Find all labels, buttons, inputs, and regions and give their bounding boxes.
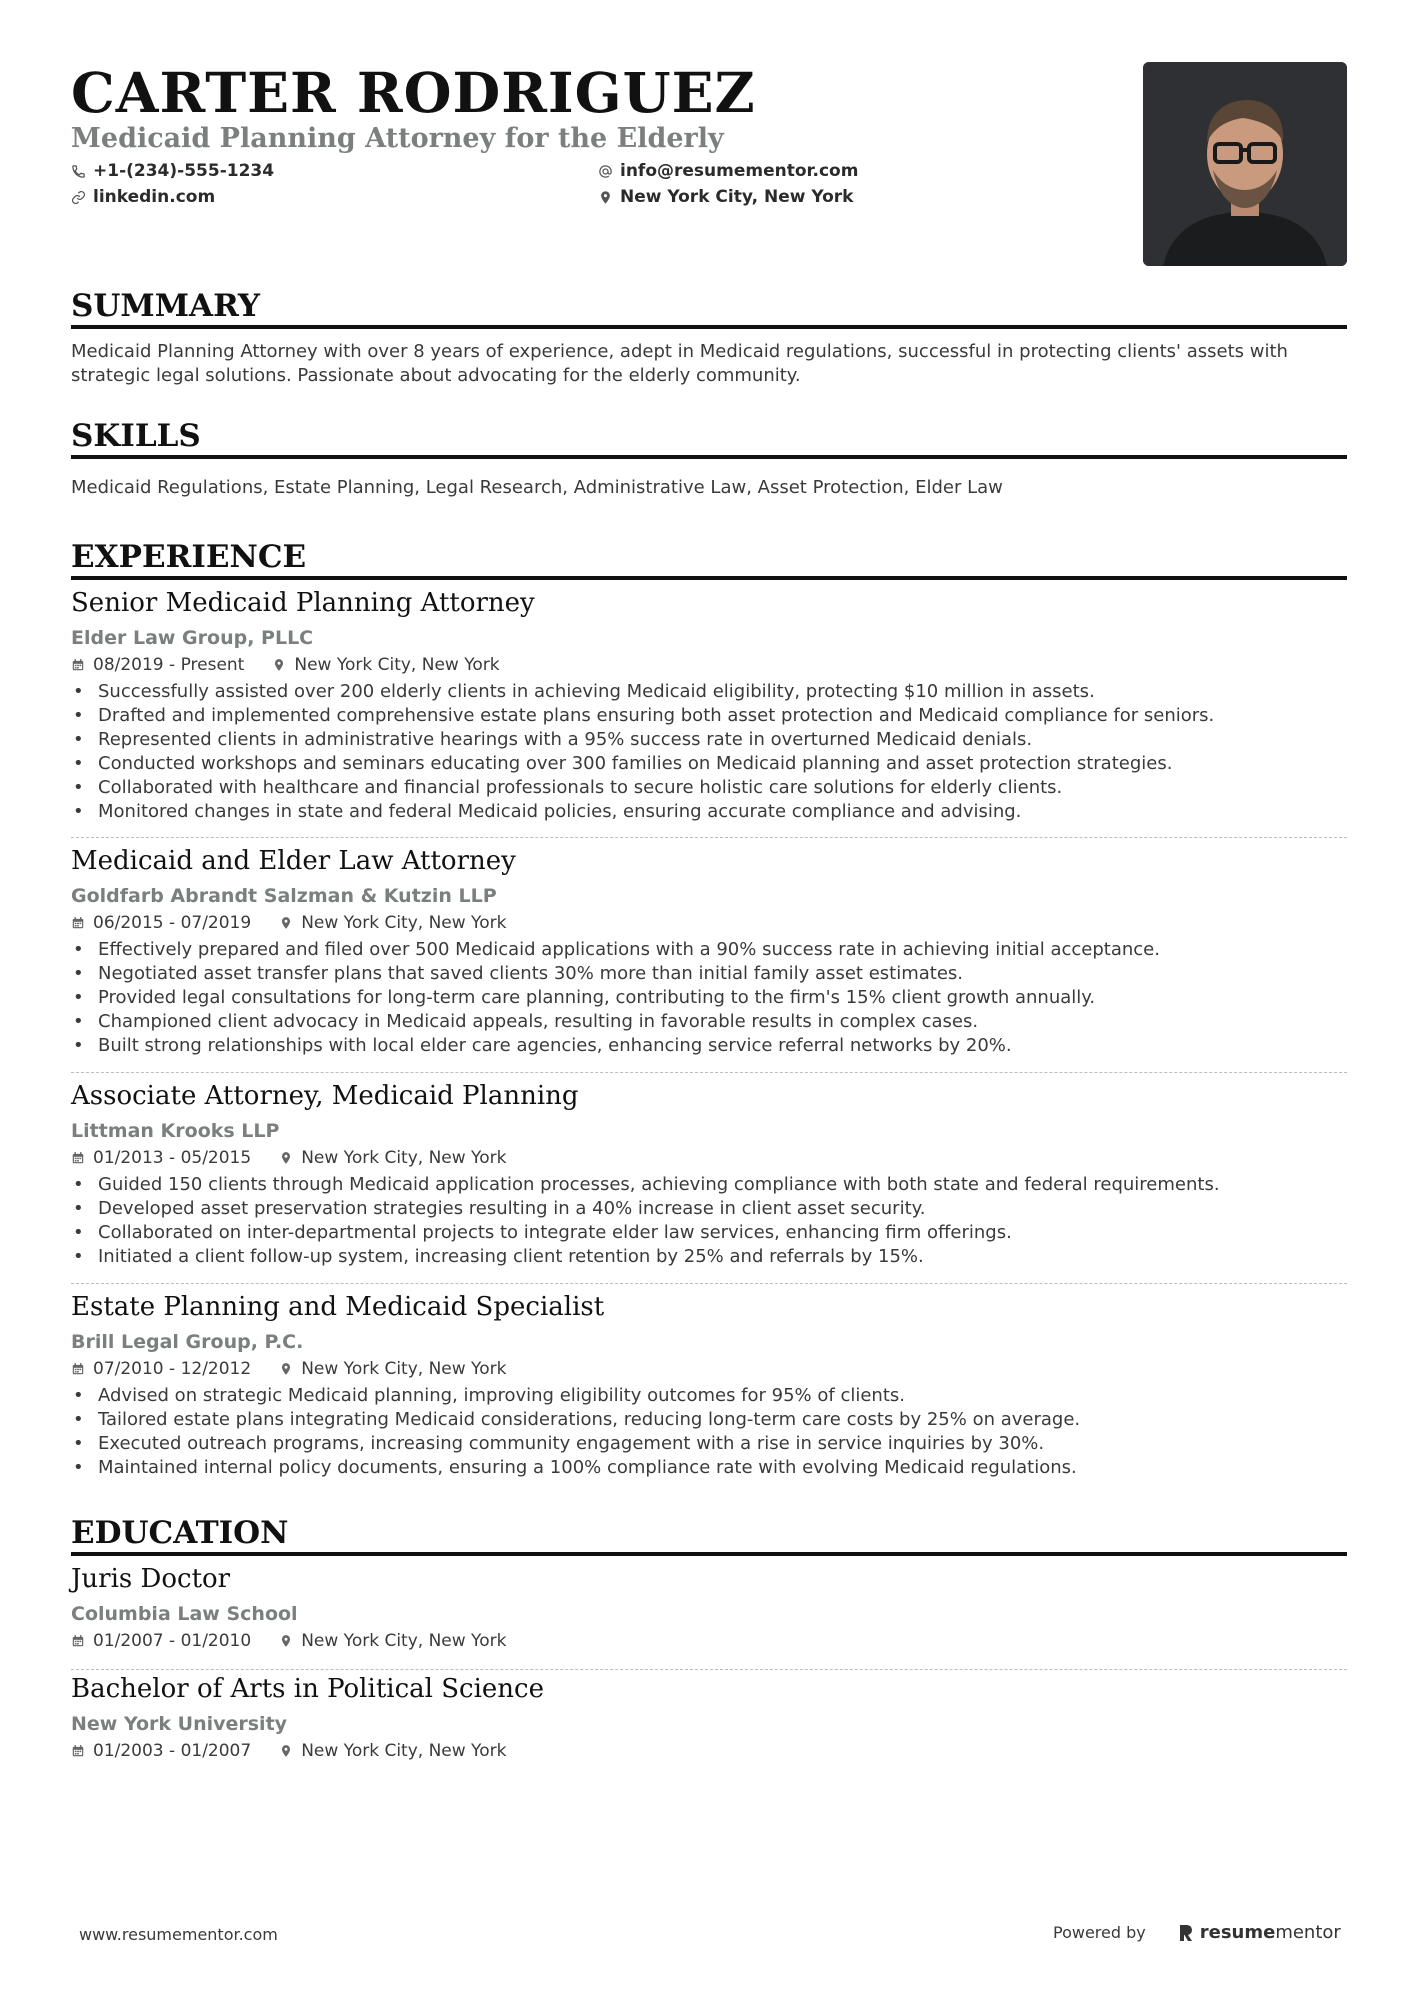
- bullet-item: • Initiated a client follow-up system, increasing client retention by 25% and referrals by 15%.: [71, 1245, 1347, 1269]
- summary-text: Medicaid Planning Attorney with over 8 years of experience, adept in Medicaid regulations, successful in protecting clients' assets with strategic legal solutions. Passionate about advocating for the elderly community.: [71, 341, 1288, 386]
- contact-phone: [71, 160, 274, 182]
- contact-email: [598, 160, 858, 182]
- bullet-item: • Championed client advocacy in Medicaid appeals, resulting in favorable results in complex cases.: [71, 1010, 1347, 1034]
- location-text: New York City, New York: [620, 187, 854, 207]
- bullet-item: • Built strong relationships with local elder care agencies, enhancing service referral networks by 20%.: [71, 1034, 1347, 1058]
- footer-website[interactable]: www.resumementor.com: [79, 1925, 278, 1944]
- job-dates: 08/2019 - Present: [93, 655, 245, 675]
- degree-title: Bachelor of Arts in Political Science: [71, 1674, 544, 1704]
- job-title: Senior Medicaid Planning Attorney: [71, 588, 535, 618]
- bullet-item: • Negotiated asset transfer plans that saved clients 30% more than initial family asset estimates.: [71, 962, 1347, 986]
- bullet-item: • Executed outreach programs, increasing community engagement with a rise in service inquiries by 30%.: [71, 1432, 1347, 1456]
- bullet-item: • Successfully assisted over 200 elderly clients in achieving Medicaid eligibility, protecting $10 million in assets.: [71, 680, 1347, 704]
- resumementor-logo-icon: [1178, 1923, 1194, 1943]
- job-location: New York City, New York: [294, 655, 500, 675]
- bullet-item: • Developed asset preservation strategies resulting in a 40% increase in client asset security.: [71, 1197, 1347, 1221]
- job-meta: [71, 1146, 1347, 1170]
- email-text: info@resumementor.com: [620, 161, 859, 181]
- job-title: Associate Attorney, Medicaid Planning: [71, 1081, 579, 1111]
- map-pin-icon: [279, 1362, 293, 1376]
- summary-heading: SUMMARY: [71, 288, 1347, 329]
- education-entry: [71, 1563, 1347, 1653]
- degree-title: Juris Doctor: [71, 1564, 231, 1594]
- link-icon: [71, 190, 86, 205]
- job-bullets: [71, 938, 1347, 1058]
- education-dates: 01/2007 - 01/2010: [93, 1631, 252, 1651]
- job-entry: [71, 1291, 1347, 1480]
- at-icon: [598, 164, 613, 179]
- bullet-item: • Tailored estate plans integrating Medicaid considerations, reducing long-term care costs by 25% on average.: [71, 1408, 1347, 1432]
- bullet-item: • Effectively prepared and filed over 500 Medicaid applications with a 90% success rate in achieving initial acceptance.: [71, 938, 1347, 962]
- job-entry: [71, 845, 1347, 1058]
- job-divider: [71, 837, 1347, 838]
- job-meta: [71, 911, 1347, 935]
- skills-heading: SKILLS: [71, 418, 1347, 459]
- calendar-icon: [71, 1634, 85, 1648]
- job-title: Estate Planning and Medicaid Specialist: [71, 1292, 605, 1322]
- map-pin-icon: [279, 1151, 293, 1165]
- job-divider: [71, 1283, 1347, 1284]
- education-dates: 01/2003 - 01/2007: [93, 1741, 252, 1761]
- phone-text: +1-(234)-555-1234: [93, 161, 275, 181]
- bullet-item: • Provided legal consultations for long-term care planning, contributing to the firm's 15% client growth annually.: [71, 986, 1347, 1010]
- calendar-icon: [71, 916, 85, 930]
- powered-by-label: Powered by: [1053, 1923, 1146, 1942]
- job-bullets: [71, 1384, 1347, 1480]
- map-pin-icon: [598, 190, 613, 205]
- job-location: New York City, New York: [301, 1148, 507, 1168]
- contact-linkedin: [71, 186, 215, 208]
- calendar-icon: [71, 1744, 85, 1758]
- calendar-icon: [71, 1151, 85, 1165]
- map-pin-icon: [279, 916, 293, 930]
- bullet-item: • Collaborated with healthcare and financial professionals to secure holistic care solutions for elderly clients.: [71, 776, 1347, 800]
- job-meta: [71, 653, 1347, 677]
- job-location: New York City, New York: [301, 1359, 507, 1379]
- company-name: Brill Legal Group, P.C.: [71, 1331, 304, 1353]
- linkedin-text: linkedin.com: [93, 187, 216, 207]
- education-location: New York City, New York: [301, 1631, 507, 1651]
- job-entry: [71, 1080, 1347, 1269]
- brand-logo[interactable]: [1178, 1922, 1341, 1943]
- job-dates: 06/2015 - 07/2019: [93, 913, 252, 933]
- job-title: Medicaid and Elder Law Attorney: [71, 846, 516, 876]
- candidate-name: CARTER RODRIGUEZ: [71, 60, 756, 125]
- job-divider: [71, 1072, 1347, 1073]
- education-location: New York City, New York: [301, 1741, 507, 1761]
- phone-icon: [71, 164, 86, 179]
- calendar-icon: [71, 1362, 85, 1376]
- education-meta: [71, 1629, 1347, 1653]
- brand-bold: resume: [1199, 1922, 1276, 1943]
- school-name: Columbia Law School: [71, 1603, 298, 1625]
- job-meta: [71, 1357, 1347, 1381]
- bullet-item: • Represented clients in administrative hearings with a 95% success rate in overturned Medicaid denials.: [71, 728, 1347, 752]
- bullet-item: • Guided 150 clients through Medicaid application processes, achieving compliance with both state and federal requirements.: [71, 1173, 1347, 1197]
- bullet-item: • Conducted workshops and seminars educating over 300 families on Medicaid planning and asset protection strategies.: [71, 752, 1347, 776]
- experience-heading: EXPERIENCE: [71, 539, 1347, 580]
- calendar-icon: [71, 658, 85, 672]
- job-dates: 07/2010 - 12/2012: [93, 1359, 252, 1379]
- bullet-item: • Monitored changes in state and federal Medicaid policies, ensuring accurate compliance and advising.: [71, 800, 1347, 824]
- map-pin-icon: [279, 1744, 293, 1758]
- company-name: Elder Law Group, PLLC: [71, 627, 314, 649]
- school-name: New York University: [71, 1713, 288, 1735]
- candidate-title: Medicaid Planning Attorney for the Elderly: [71, 123, 724, 154]
- education-divider: [71, 1669, 1347, 1670]
- bullet-item: • Collaborated on inter-departmental projects to integrate elder law services, enhancing firm offerings.: [71, 1221, 1347, 1245]
- job-location: New York City, New York: [301, 913, 507, 933]
- job-bullets: [71, 1173, 1347, 1269]
- map-pin-icon: [272, 658, 286, 672]
- job-bullets: [71, 680, 1347, 824]
- profile-photo: [1143, 62, 1347, 266]
- education-meta: [71, 1739, 1347, 1763]
- bullet-item: • Maintained internal policy documents, ensuring a 100% compliance rate with evolving Medicaid regulations.: [71, 1456, 1347, 1480]
- footer-powered: [1053, 1922, 1341, 1943]
- brand-light: mentor: [1275, 1922, 1341, 1943]
- company-name: Littman Krooks LLP: [71, 1120, 280, 1142]
- contact-location: [598, 186, 853, 208]
- company-name: Goldfarb Abrandt Salzman & Kutzin LLP: [71, 885, 497, 907]
- map-pin-icon: [279, 1634, 293, 1648]
- skills-text: Medicaid Regulations, Estate Planning, Legal Research, Administrative Law, Asset Protection, Elder Law: [71, 477, 1003, 498]
- education-heading: EDUCATION: [71, 1515, 1347, 1556]
- bullet-item: • Advised on strategic Medicaid planning, improving eligibility outcomes for 95% of clients.: [71, 1384, 1347, 1408]
- job-dates: 01/2013 - 05/2015: [93, 1148, 252, 1168]
- job-entry: [71, 587, 1347, 824]
- education-entry: [71, 1673, 1347, 1763]
- bullet-item: • Drafted and implemented comprehensive estate plans ensuring both asset protection and Medicaid compliance for seniors.: [71, 704, 1347, 728]
